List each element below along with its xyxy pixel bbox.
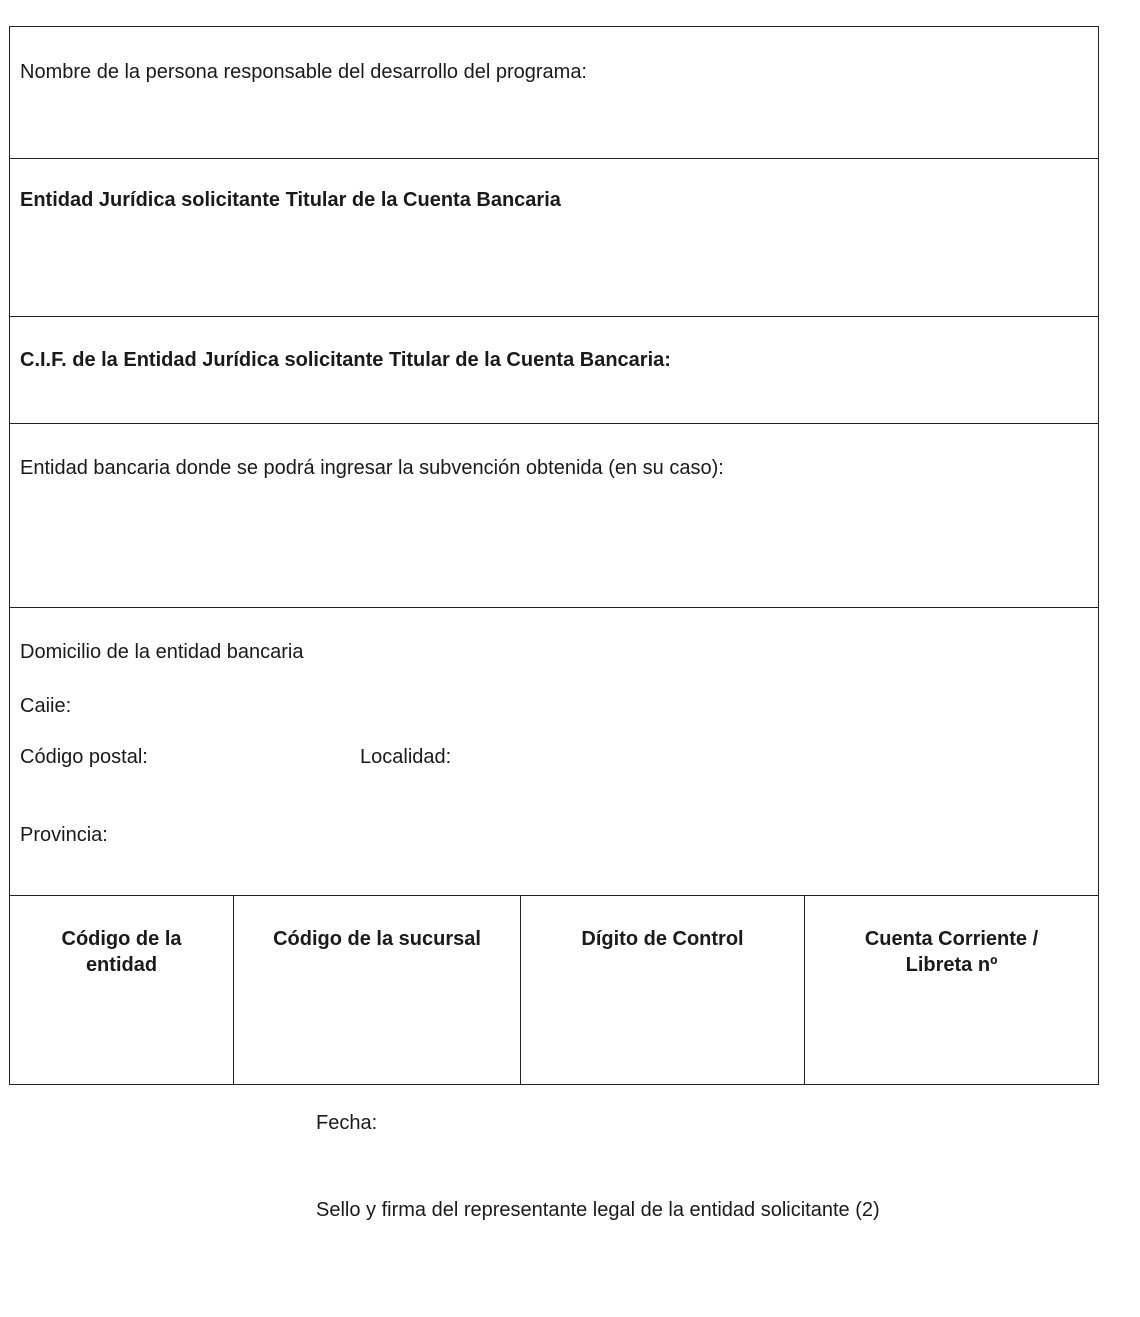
date-label: Fecha: bbox=[316, 1112, 378, 1134]
bank-entity-field[interactable] bbox=[10, 424, 1098, 608]
control-digit-cell[interactable] bbox=[521, 896, 805, 1084]
cif-label: C.I.F. de la Entidad Jurídica solicitante Titular de la Cuenta Bancaria: bbox=[20, 349, 671, 371]
cif-field[interactable] bbox=[10, 317, 1098, 424]
postal-code-label: Código postal: bbox=[20, 746, 148, 768]
responsible-person-field[interactable] bbox=[10, 27, 1098, 159]
province-label: Provincia: bbox=[20, 824, 108, 846]
account-number-header: Cuenta Corriente / Libreta nº bbox=[864, 928, 1039, 976]
entity-code-header: Código de la entidad bbox=[61, 928, 182, 976]
street-label: Caiie: bbox=[20, 695, 72, 717]
account-codes-table bbox=[10, 896, 1098, 1084]
legal-entity-field[interactable] bbox=[10, 159, 1098, 317]
locality-label: Localidad: bbox=[360, 746, 452, 768]
bank-address-title: Domicilio de la entidad bancaria bbox=[20, 641, 304, 663]
bank-details-form bbox=[9, 26, 1099, 1085]
responsible-person-label: Nombre de la persona responsable del desarrollo del programa: bbox=[20, 61, 587, 83]
signature-label: Sello y firma del representante legal de la entidad solicitante (2) bbox=[316, 1199, 880, 1221]
branch-code-header: Código de la sucursal bbox=[273, 928, 481, 950]
entity-code-cell[interactable] bbox=[10, 896, 234, 1084]
bank-address-section bbox=[10, 608, 1098, 896]
branch-code-cell[interactable] bbox=[234, 896, 521, 1084]
legal-entity-label: Entidad Jurídica solicitante Titular de la Cuenta Bancaria bbox=[20, 189, 561, 211]
bank-entity-label: Entidad bancaria donde se podrá ingresar la subvención obtenida (en su caso): bbox=[20, 457, 724, 479]
control-digit-header: Dígito de Control bbox=[581, 928, 744, 950]
account-number-cell[interactable] bbox=[805, 896, 1098, 1084]
